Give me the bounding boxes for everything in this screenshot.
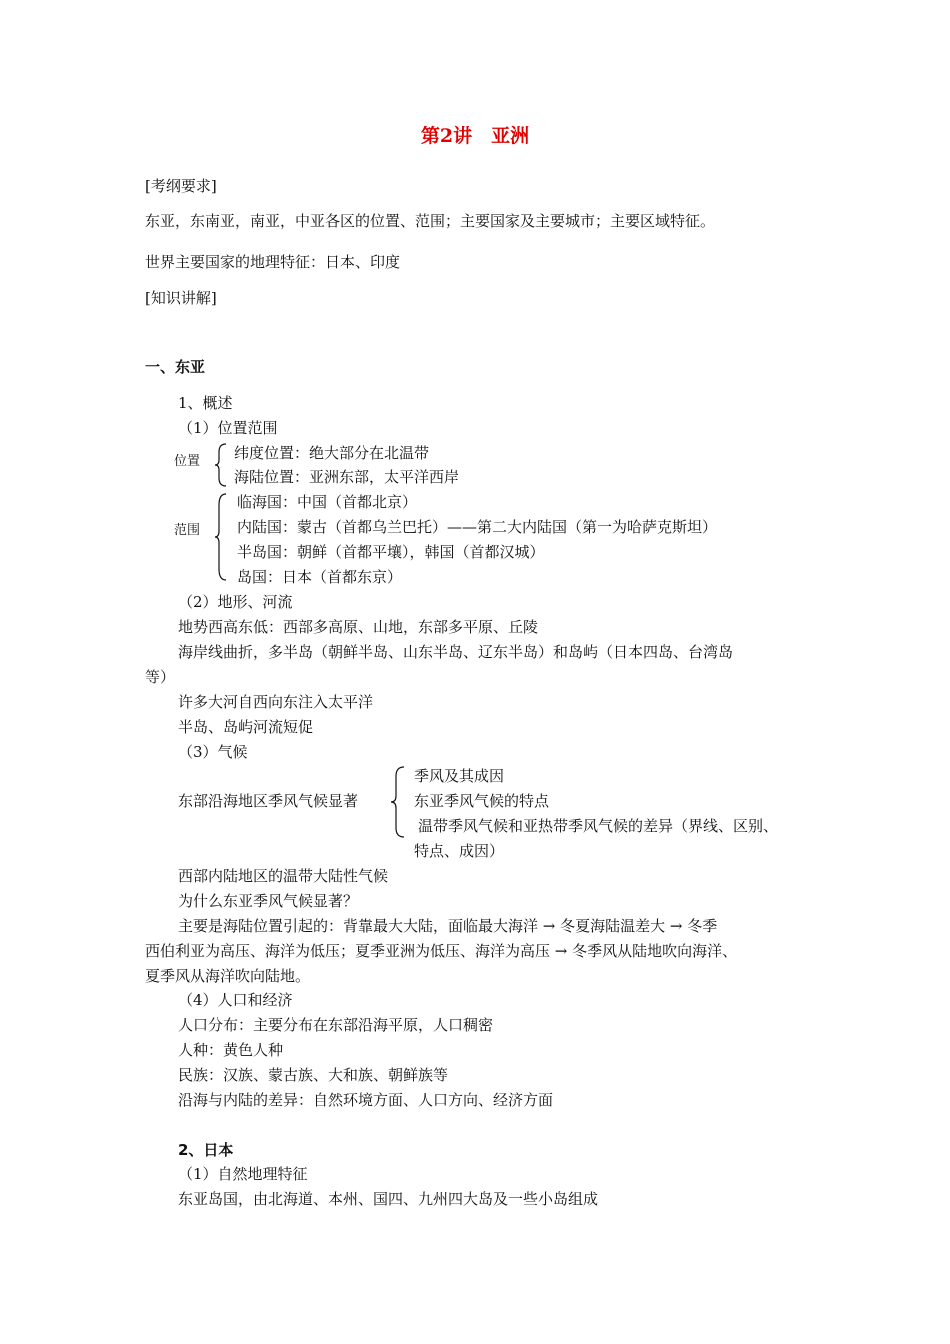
explain-line-1: 主要是海陆位置引起的：背靠最大大陆，面临最大海洋 → 冬夏海陆温差大 → 冬季 [178,917,718,935]
population-line-1: 人口分布：主要分布在东部沿海平原，人口稠密 [178,1016,494,1034]
climate-item-difference: 温带季风气候和亚热带季风气候的差异（界线、区别、 [418,817,779,835]
requirements-label: [考纲要求] [145,177,217,195]
range-item-coastal: 临海国：中国（首都北京） [237,493,418,511]
range-label: 范围 [174,523,201,538]
requirements-line-2: 世界主要国家的地理特征：日本、印度 [145,253,401,271]
subsection-overview: 1、概述 [178,394,233,412]
explain-line-3: 夏季风从海洋吹向陆地。 [145,967,311,985]
terrain-line-3: 许多大河自西向东注入太平洋 [178,693,374,711]
item-climate: （3）气候 [178,743,248,761]
population-line-4: 沿海与内陆的差异：自然环境方面、人口方向、经济方面 [178,1091,554,1109]
why-question: 为什么东亚季风气候显著？ [178,892,359,910]
terrain-line-4: 半岛、岛屿河流短促 [178,718,314,736]
explain-line-2: 西伯利亚为高压、海洋为低压；夏季亚洲为低压、海洋为高压 → 冬季风从陆地吹向海洋、 [145,942,738,960]
position-label: 位置 [174,454,201,469]
climate-label: 东部沿海地区季风气候显著 [178,792,359,810]
climate-brace [390,766,406,838]
climate-line-inland: 西部内陆地区的温带大陆性气候 [178,867,389,885]
climate-item-features: 东亚季风气候的特点 [414,792,550,810]
position-item-sea-land: 海陆位置：亚洲东部，太平洋西岸 [234,468,460,486]
population-line-2: 人种：黄色人种 [178,1041,284,1059]
knowledge-label: [知识讲解] [145,289,217,307]
position-brace [214,443,228,487]
terrain-line-2: 海岸线曲折，多半岛（朝鲜半岛、山东半岛、辽东半岛）和岛屿（日本四岛、台湾岛 [178,643,734,661]
item-position-range: （1）位置范围 [178,419,278,437]
subsection-japan: 2、日本 [178,1141,234,1159]
item-terrain-rivers: （2）地形、河流 [178,593,293,611]
item-population-economy: （4）人口和经济 [178,991,293,1009]
japan-line-1: 东亚岛国，由北海道、本州、国四、九州四大岛及一些小岛组成 [178,1190,599,1208]
requirements-line-1: 东亚，东南亚，南亚，中亚各区的位置、范围；主要国家及主要城市；主要区域特征。 [145,212,716,230]
terrain-line-1: 地势西高东低：西部多高原、山地，东部多平原、丘陵 [178,618,539,636]
section-east-asia-heading: 一、东亚 [145,358,206,376]
range-item-island: 岛国：日本（首都东京） [237,568,403,586]
range-brace [214,493,228,581]
population-line-3: 民族：汉族、蒙古族、大和族、朝鲜族等 [178,1066,449,1084]
page-title: 第2讲 亚洲 [420,125,530,147]
position-item-latitude: 纬度位置：绝大部分在北温带 [234,444,430,462]
range-item-inland: 内陆国：蒙古（首都乌兰巴托）——第二大内陆国（第一为哈萨克斯坦） [237,518,718,536]
climate-item-difference-cont: 特点、成因） [414,842,505,860]
terrain-line-2-cont: 等） [145,668,176,686]
climate-item-monsoon: 季风及其成因 [414,767,505,785]
item-natural-geography: （1）自然地理特征 [178,1165,308,1183]
range-item-peninsula: 半岛国：朝鲜（首都平壤），韩国（首都汉城） [237,543,545,561]
